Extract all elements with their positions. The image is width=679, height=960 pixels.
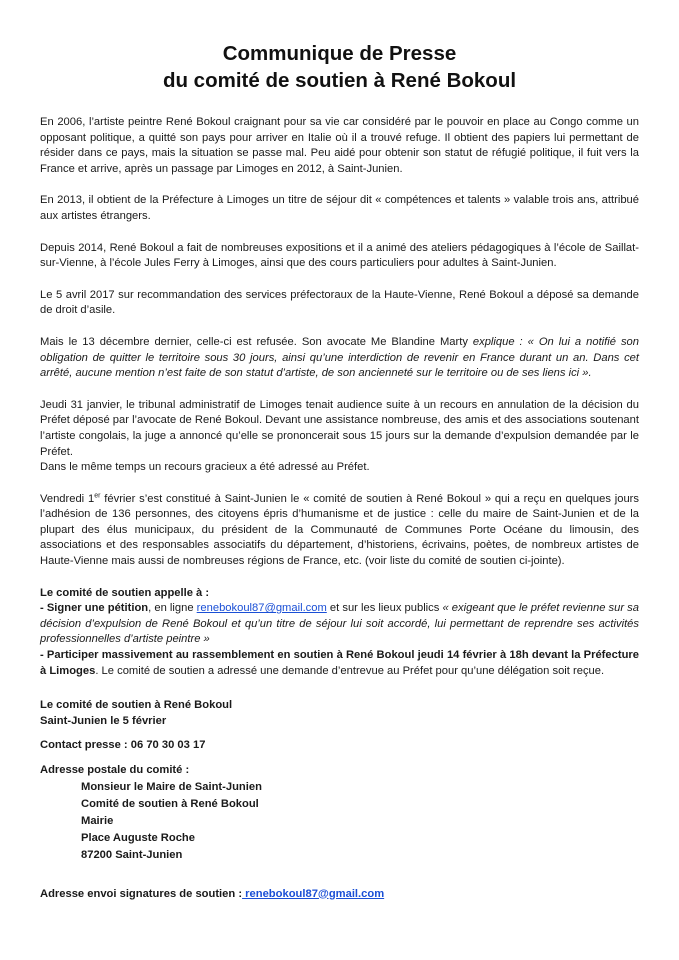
petition-quote: « exigeant que le préfet revienne sur sa décision d’expulsion de René Bokoul et qu’un titre de séjour lui soit accordé, lui permettant de reprendre ses activités professionnelles d’artiste peintre » [40, 602, 639, 646]
address-line: Comité de soutien à René Bokoul [81, 797, 259, 810]
appeal-item-petition [40, 601, 639, 648]
petition-text-2: et sur les lieux publics [326, 602, 443, 615]
paragraph-1: En 2006, l’artiste peintre René Bokoul craignant pour sa vie car considéré par le pouvoir en place au Congo comme un opposant politique, a quitté son pays pour arriver en Italie où il a trouvé refuge. Il obtient des papiers lui permettant de résider dans ce pays, mais la situation se passe mal. Peu aidé pour obtenir son statut de réfugié politique, il fuit vers la France et arrive, après un passage par Limoges en 2012, à Saint-Junien. [40, 116, 639, 175]
press-contact: Contact presse : 06 70 30 03 17 [40, 739, 206, 752]
address-line: 87200 Saint-Junien [81, 848, 183, 861]
address-line: Mairie [81, 814, 114, 827]
address-heading: Adresse postale du comité : [40, 764, 190, 776]
petition-text: , en ligne [148, 602, 197, 615]
signature-committee: Le comité de soutien à René Bokoul [40, 699, 233, 712]
superscript-er: er [94, 491, 101, 499]
paragraph-7 [40, 492, 639, 570]
title-line-1: Communique de Presse [222, 42, 457, 65]
paragraph-6b: Dans le même temps un recours gracieux a été adressé au Préfet. [40, 461, 370, 474]
paragraph-7-start: Vendredi 1 [40, 492, 95, 505]
paragraph-2: En 2013, il obtient de la Préfecture à Limoges un titre de séjour dit « compétences et talents » valable trois ans, attribué aux artistes étrangers. [40, 194, 639, 222]
signatures-label: Adresse envoi signatures de soutien : [40, 887, 243, 900]
address-line: Place Auguste Roche [81, 831, 195, 844]
rally-text: . Le comité de soutien a adressé une demande d’entrevue au Préfet pour qu’une délégation soit reçue. [95, 664, 605, 677]
address-line: Monsieur le Maire de Saint-Junien [81, 780, 262, 793]
paragraph-5-text: Mais le 13 décembre dernier, celle-ci est refusée. Son avocate Me Blandine Marty [40, 335, 473, 348]
petition-label: - Signer une pétition [40, 602, 149, 615]
signature-date: Saint-Junien le 5 février [40, 714, 167, 727]
rally-label: - Participer massivement au rassemblement en soutien à René Bokoul jeudi 14 février à 18h devant la Préfecture à Limoges [40, 649, 639, 677]
petition-email-link[interactable]: renebokoul87@gmail.com [196, 602, 327, 615]
appeal-heading: Le comité de soutien appelle à : [40, 586, 210, 599]
signatures-address [40, 887, 639, 903]
signatures-email-link[interactable]: renebokoul87@gmail.com [242, 887, 385, 900]
postal-address [40, 779, 639, 864]
title-line-2: du comité de soutien à René Bokoul [162, 69, 517, 92]
paragraph-7-text: février s’est constitué à Saint-Junien le « comité de soutien à René Bokoul » qui a reçu en quelques jours l’adhésion de 136 personnes, des citoyens épris d’humanisme et de justice : celle du maire de Saint-Junien et de la plupart des élus municipaux, du président de la Communauté de Communes Porte Océane du limousin, des associations et des responsables associatifs du département, d’historiens, écrivains, poètes, de nombreux artistes de Haute-Vienne mais aussi de nombreuses régions de France, etc. (voir liste du comité de soutien ci-jointe). [40, 492, 639, 568]
paragraph-5 [40, 335, 639, 382]
paragraph-4: Le 5 avril 2017 sur recommandation des services préfectoraux de la Haute-Vienne, René Bokoul a déposé sa demande de droit d’asile. [40, 288, 639, 317]
paragraph-3: Depuis 2014, René Bokoul a fait de nombreuses expositions et il a animé des ateliers pédagogiques à l’école de Saillat-sur-Vienne, à l’école Jules Ferry à Limoges, ainsi que des cours particuliers pour adultes à Saint-Junien. [40, 241, 639, 270]
appeal-item-rally [40, 648, 639, 679]
paragraph-6: Jeudi 31 janvier, le tribunal administratif de Limoges tenait audience suite à un recours en annulation de la décision du Préfet déposé par l’avocate de René Bokoul. Devant une assistance nombreuse, des amis et des associations soutenant l’artiste congolais, la juge a annoncé qu’elle se prononcerait sous 15 jours sur la demande d’expulsion demandée par le Préfet. [40, 398, 639, 458]
page-title [40, 40, 639, 94]
lawyer-quote: explique : « On lui a notifié son obligation de quitter le territoire sous 30 jours, ainsi qu’une interdiction de revenir en France durant un an. Dans cet arrêté, aucune mention n’est faite de son statut d’artiste, de son ancienneté sur le territoire ou de ses liens ici ». [40, 335, 639, 380]
